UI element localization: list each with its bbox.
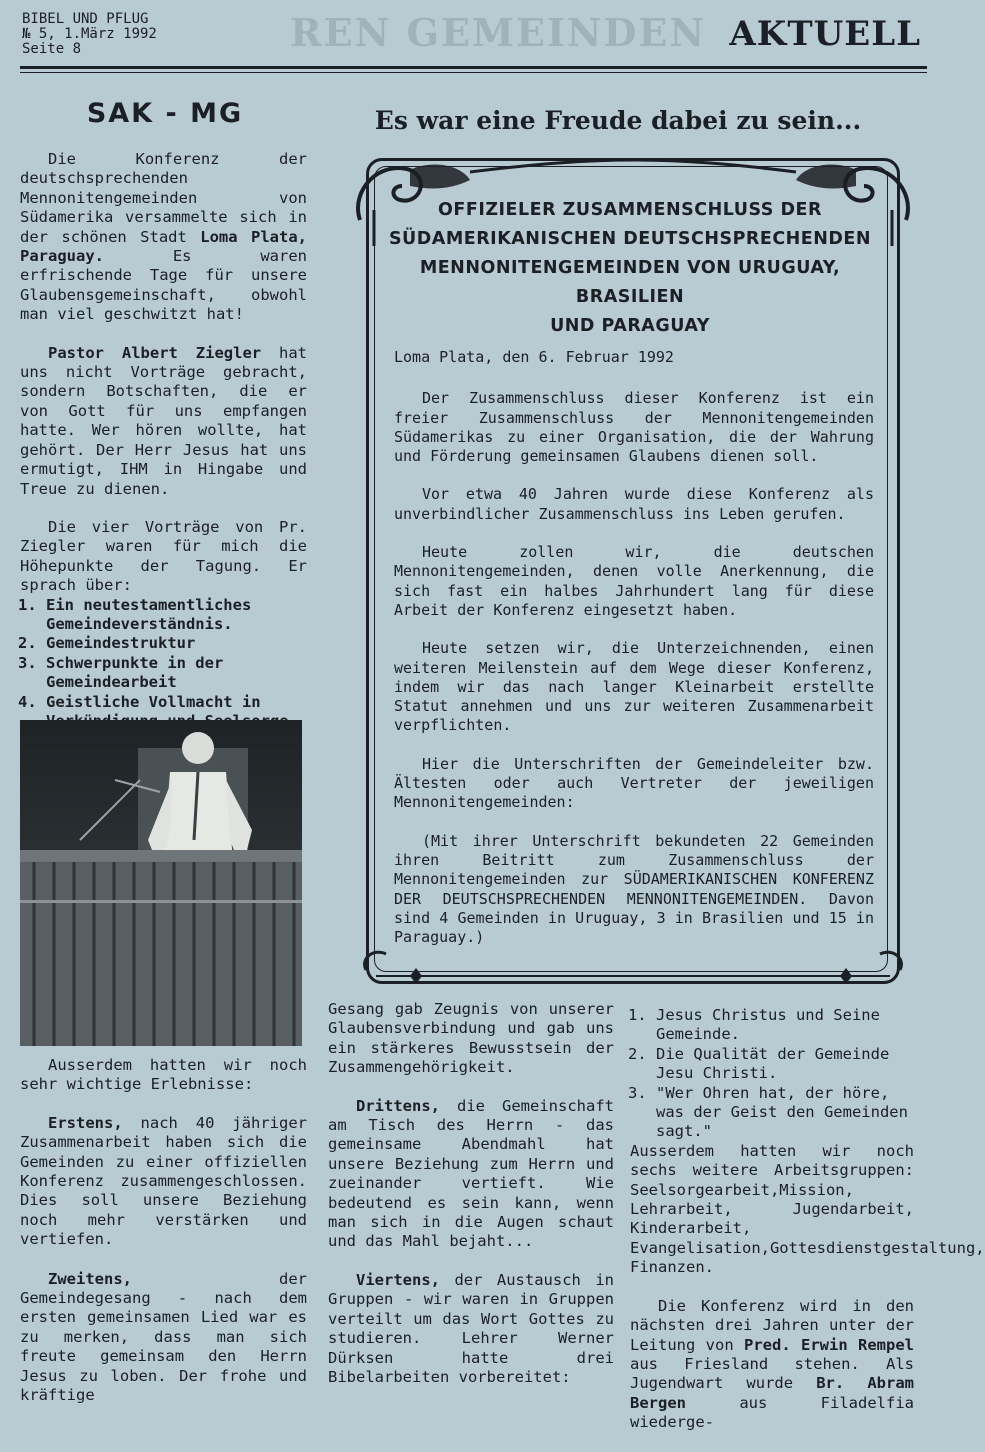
zweitens-lead: Zweitens, <box>48 1269 132 1288</box>
erstens-text: nach 40 jähriger Zusammenarbeit haben sich die Gemeinden zu einer offiziellen Konferenz zusammengeschlossen. Dies soll unsere Beziehung noch mehr verstärken und vertiefen. <box>20 1113 307 1249</box>
bible-study-item: 1. Jesus Christus und Seine Gemeinde. <box>656 1006 914 1045</box>
leadership-text: Die Konferenz wird in den nächsten drei Jahren unter der Leitung von <box>630 1296 914 1354</box>
drittens-paragraph <box>328 1097 614 1252</box>
drittens-lead: Drittens, <box>356 1096 440 1115</box>
document-title-line: MENNONITENGEMEINDEN VON URUGUAY, BRASILIEN <box>419 258 841 307</box>
erstens-lead: Erstens, <box>48 1113 123 1132</box>
document-title-line: OFFIZIELER ZUSAMMENSCHLUSS DER <box>438 200 822 220</box>
left-article-title: SAK - MG <box>86 98 244 129</box>
after-photo-text: Ausserdem hatten wir noch sehr wichtige Erlebnisse: <box>20 1056 307 1094</box>
left-article-body <box>20 150 307 750</box>
bible-study-item: 2. Die Qualität der Gemeinde Jesu Christi. <box>656 1045 914 1084</box>
paragraph-text: Die Konferenz der deutschsprechenden Mennonitengemeinden von Südamerika versammelte sich in der schönen Stadt <box>20 150 307 246</box>
leadership-text: aus Friesland stehen. Als Jugendwart wurde <box>630 1354 914 1393</box>
ziegler-paragraph <box>20 344 307 499</box>
issue-number: № 5, 1.März 1992 <box>22 26 157 42</box>
speaker-photo <box>20 720 302 1046</box>
masthead-rule <box>20 66 927 69</box>
document-dateline: Loma Plata, den 6. Februar 1992 <box>394 348 674 366</box>
talks-list <box>20 596 307 732</box>
bold-phrase: Pastor Albert Ziegler <box>48 343 262 362</box>
document-title <box>380 196 880 341</box>
left-article-continued <box>20 1056 307 1425</box>
right-column <box>630 1006 985 1452</box>
zweitens-text: der Gemeindegesang - nach dem ersten gemeinsamen Lied war es zu merken, dass man sich freute gemeinsam den Herrn Jesus zu loben. Der frohe und kräftige <box>20 1269 307 1405</box>
youth-leader-name: Br. Abram Bergen <box>630 1374 914 1412</box>
speaker-photo-image <box>20 720 302 1046</box>
document-paragraph: Der Zusammenschluss dieser Konferenz ist ein freier Zusammenschluss der Mennonitengemeinden Südamerikas zu einer Organisation, die der Wahrung und Förderung gemeinsamen Glaubens dienen soll. <box>394 389 874 466</box>
document-title-line: UND PARAGUAY <box>550 316 710 336</box>
talks-intro: Die vier Vorträge von Pr. Ziegler waren für mich die Höhepunkte der Tagung. Er sprach über: <box>20 517 307 595</box>
talk-item: 4. Geistliche Vollmacht in <box>46 693 307 732</box>
bible-studies-list <box>630 1006 914 1142</box>
viertens-text: der Austausch in Gruppen - wir waren in Gruppen verteilt um das Wort Gottes zu studieren. Lehrer Werner Dürksen hatte drei Bibelarbeiten vorbereitet: <box>328 1270 614 1386</box>
leadership-text: aus Filadelfia wiederge- <box>630 1393 914 1432</box>
document-paragraph: Heute zollen wir, die deutschen Mennonitengemeinden, denen volle Anerkennung, die sich fast ein halbes Jahrhundert lang für diese Arbeit der Konferenz eingesetzt haben. <box>394 543 874 619</box>
gesang-continuation: Gesang gab Zeugnis von unserer Glaubensverbindung und gab uns ein stärkeres Bewusstsein der Zusammengehörigkeit. <box>328 1000 614 1077</box>
erstens-paragraph <box>20 1114 307 1250</box>
intro-paragraph <box>20 150 307 325</box>
talk-item: 3. Schwerpunkte in der Gemeindearbeit <box>46 654 307 693</box>
zweitens-paragraph <box>20 1270 307 1406</box>
masthead <box>22 12 157 57</box>
masthead-rule-thin <box>20 72 927 73</box>
viertens-paragraph <box>328 1271 614 1387</box>
main-headline: Es war eine Freude dabei zu sein... <box>374 106 862 135</box>
paragraph-text: Es waren erfrischende Tage für unsere Glaubensgemeinschaft, obwohl man viel geschwitzt hat! <box>20 247 307 324</box>
talk-item: 2. Gemeindestruktur <box>46 634 307 653</box>
document-paragraph: Heute setzen wir, die Unterzeichnenden, einen weiteren Meilenstein auf dem Wege dieser Konferenz, indem wir das nach langer Kleinarbeit erstellte Statut annehmen und uns zur weiteren Zusammenarbeit verpflichten. <box>394 639 874 735</box>
document-paragraph: Vor etwa 40 Jahren wurde diese Konferenz als unverbindlicher Zusammenschluss ins Leben gerufen. <box>394 485 874 523</box>
middle-column <box>328 1000 614 1406</box>
publication-name: BIBEL UND PFLUG <box>22 11 149 27</box>
section-title: AKTUELL <box>729 14 921 54</box>
leader-name: Pred. Erwin Rempel <box>744 1335 914 1354</box>
bible-study-item: 3. "Wer Ohren hat, der höre, was der Geist den Gemeinden sagt." <box>656 1084 914 1142</box>
work-groups-paragraph: Ausserdem hatten wir noch sechs weitere Arbeitsgruppen: Seelsorgearbeit,Mission, Lehrarbeit, Jugendarbeit, Kinderarbeit, Evangelisation,Gottesdienstgestaltung, Finanzen. <box>630 1141 985 1277</box>
page-number: Seite 8 <box>22 41 82 57</box>
drittens-text: die Gemeinschaft am Tisch des Herrn - das gemeinsame Abendmahl hat unsere Beziehung zum Herrn und zueinander vertieft. Wie bedeutend es sein kann, wenn man sich in die Augen schaut und das Mahl bejaht... <box>328 1096 614 1251</box>
viertens-lead: Viertens, <box>356 1270 440 1289</box>
talk-item: 1. Ein neutestamentliches Gemeindeverständnis. <box>46 596 307 635</box>
faded-header: REN GEMEINDEN <box>290 10 707 55</box>
bold-phrase: Loma Plata, Paraguay. <box>20 227 307 266</box>
paragraph-text: hat uns nicht Vorträge gebracht, sondern Botschaften, die er von Gott für uns empfangen hatte. Wer hören wollte, hat gehört. Der Herr Jesus hat uns ermutigt, IHM in Hingabe und Treue zu dienen. <box>20 343 308 498</box>
document-note: (Mit ihrer Unterschrift bekundeten 22 Gemeinden ihren Beitritt zum Zusammenschluss der Mennonitengemeinden zur SÜDAMERIKANISCHEN KONFERENZ DER DEUTSCHSPRECHENDEN MENNONITENGEMEINDEN. Davon sind 4 Gemeinden in Uruguay, 3 in Brasilien und 15 in Paraguay.) <box>394 831 874 947</box>
document-body <box>394 348 874 966</box>
leadership-paragraph <box>630 1297 914 1433</box>
document-title-line: SÜDAMERIKANISCHEN DEUTSCHSPRECHENDEN <box>388 229 872 249</box>
document-paragraph: Hier die Unterschriften der Gemeindeleiter bzw. Ältesten oder auch Vertreter der jeweiligen Mennonitengemeinden: <box>394 754 874 812</box>
